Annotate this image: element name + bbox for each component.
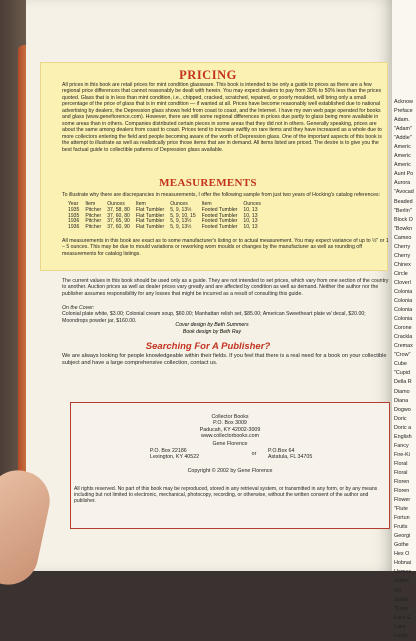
index-entry: English: [394, 433, 412, 440]
address-line: Lexington, KY 40522: [150, 454, 200, 461]
index-entry: "Cupid: [394, 370, 410, 377]
index-entry: Gothe: [394, 542, 409, 549]
table-row: [68, 225, 267, 231]
index-entry: "Flute: [394, 506, 408, 513]
table-cell: 10, 13: [243, 224, 258, 231]
index-entry: Americ: [394, 153, 411, 160]
index-entry: "Bowkn: [394, 225, 413, 232]
index-entry: "Avocad: [394, 189, 414, 196]
index-entry: Colonia: [394, 298, 413, 305]
index-entry: Cloverl: [394, 279, 411, 286]
index-entry: Fancy: [394, 442, 409, 449]
index-entry: "Berlin": [394, 207, 412, 214]
or-separator: or: [251, 451, 257, 457]
index-entry: Cracklа: [394, 334, 413, 341]
index-entry: Georgi: [394, 533, 411, 540]
pricing-paragraph: All prices in this book are retail prices for mint condition glassware. This book is intended to be only a guide to prices as there are a few regional price differences that cannot reasonably be dealt with herein. You may expect dealers to pay from 30% to 50% less than the prices quoted. Glass that is in less than mint condition, i.e., chipped, cracked, scratched, repaired, or poorly moulded, will bring only a small percentage of the price of glass that is in mint condition — if wanted at all. Prices have become reasonably well established due to national advertising by dealers, the Depression glass shows held from coast to coast, and the Internet. I have my own web page operated for books and glass (www.genefiorence.com). However, there are still some regional differences in prices due partly to glass being more available in some areas than in others. Companies distributed certain pieces in some areas that they did not in others. Generally speaking, prices are about the same among dealers from coast to coast. Prices tend to increase swiftly on rare items and they have increased as a whole due to more collectors entering the field and people becoming aware of the worth of Depression glass. One of the important aspects of this book is the attempt to illustrate as well as realistically price those items that are in demand. All items listed are priced. The desire is to give you the best factual guide to collectible patterns of Depression glass available.: [62, 82, 382, 153]
index-entry: Diana: [394, 397, 409, 404]
index-entry: Block O: [394, 216, 413, 223]
table-cell: Pitcher: [85, 206, 102, 213]
company-name: Collector Books: [211, 414, 249, 420]
index-entry: Hex O: [394, 551, 410, 558]
table-cell: Pitcher: [85, 218, 102, 225]
table-cell: 5, 9, 10, 15: [170, 212, 196, 219]
index-entry: Floral: [394, 460, 408, 467]
index-entry: Largo: [394, 632, 408, 639]
index-entry: "Katie: [394, 605, 409, 612]
measurements-intro: To illustrate why there are discrepancies in measurements, I offer the following sample from just two years of Hocking's catalog references:: [62, 192, 381, 198]
values-disclaimer: The current values in this book should be used only as a guide. They are not intended to set prices, which vary from one section of the country to another. Auction prices as well as dealer prices vary greatly and are affected by condition as well as demand. Neither the author nor the publisher assumes responsibility for any losses that might be incurred as a result of consulting this guide.: [62, 278, 389, 297]
index-entry: Americ: [394, 162, 411, 169]
index-entry: Colonia: [394, 288, 413, 295]
index-entry: Adam.: [394, 117, 410, 124]
table-cell: Flat Tumbler: [135, 218, 165, 225]
index-entry: "Adam": [394, 126, 412, 133]
index-entry: Corone: [394, 325, 412, 332]
company-website: www.collectorbooks.com: [201, 433, 259, 440]
index-entry: Homes: [394, 569, 412, 576]
table-cell: Footed Tumbler: [201, 212, 238, 219]
index-entry: Aunt Po: [394, 171, 414, 178]
table-cell: 5, 9, 13½: [170, 224, 192, 231]
table-cell: 37, 60, 80: [107, 212, 130, 219]
index-entry: Preface: [394, 108, 413, 115]
table-cell: 5, 9, 13½: [170, 206, 192, 213]
index-entry: Aurora: [394, 180, 411, 187]
index-entry: Colonia: [394, 307, 413, 314]
rights-notice: All rights reserved. No part of this book may be reproduced, stored in any retrieval system, or transmitted in any form, or by any means including but not limited to electronic, mechanical, photocopy, recording, or otherwise, without the written consent of the author and publisher.: [74, 486, 378, 505]
index-entry: Cremax: [394, 343, 413, 350]
index-entry: Colonia: [394, 316, 413, 323]
index-entry: Acknow: [394, 99, 413, 105]
address-line: Astatula, FL 34705: [268, 454, 313, 461]
cover-design-credit: Cover design by Beth Summers: [175, 322, 249, 328]
copyright: Copyright © 2002 by Gene Florence: [187, 468, 273, 474]
company-city: Paducah, KY 42002-3009: [199, 426, 261, 433]
index-entry: Della R: [394, 379, 412, 386]
index-entry: Dogwo: [394, 406, 411, 413]
table-cell: Footed Tumbler: [201, 206, 238, 213]
table-cell: 1936: [68, 224, 80, 231]
index-entry: Hobnai: [394, 560, 412, 567]
index-entry: Chinex: [394, 261, 411, 268]
index-entry: "Addie": [394, 135, 412, 142]
index-entry: Cube: [394, 361, 407, 368]
index-entry: Cherry: [394, 243, 411, 250]
column-header: Item: [135, 201, 146, 207]
measurements-table: [68, 202, 267, 231]
index-entry: Americ: [394, 144, 411, 151]
table-cell: 10, 13: [243, 206, 258, 213]
table-cell: 37, 58, 80: [107, 206, 130, 213]
measurements-heading: MEASUREMENTS: [159, 177, 257, 189]
book-design-credit: Book design by Beth Ray: [182, 328, 242, 335]
index-entry: Flower: [394, 497, 411, 504]
index-entry: Indian: [394, 578, 409, 585]
table-cell: Flat Tumbler: [135, 206, 165, 213]
table-cell: 1936: [68, 218, 80, 225]
publisher-heading: Searching For A Publisher?: [145, 341, 271, 352]
column-header: Ounces: [107, 201, 125, 207]
measurements-note: All measurements in this book are exact as to some manufacturer's listing or to actual measurement. You may expect variance of up to ½" or 1 – 5 ounces. This may be due to mould variations or reworking worn moulds or changes by the manufacturer as well as rounding off measurements for catalog listings.: [62, 238, 389, 257]
index-entry: Lace E: [394, 614, 411, 621]
index-entry: Fruits: [394, 524, 408, 531]
column-header: Ounces: [170, 201, 188, 207]
index-entry: "Crow": [394, 352, 411, 359]
index-entry: Lake: [394, 623, 406, 630]
table-cell: 10, 13: [243, 212, 258, 219]
column-header: Item: [85, 201, 96, 207]
table-cell: Footed Tumbler: [201, 218, 238, 225]
table-cell: 37, 65, 90: [107, 218, 130, 225]
cover-label: On the Cover:: [62, 305, 95, 311]
index-entry: Doric: [394, 415, 407, 422]
table-cell: 1935: [68, 212, 80, 219]
column-header: Year: [68, 201, 79, 207]
index-entry: Cameo: [394, 234, 412, 241]
publisher-text: We are always looking for people knowledgeable within their fields. If you feel that there is a real need for a book on your collectible subject and have a large comprehensive collection, contact us.: [62, 353, 387, 366]
index-entry: Floren: [394, 478, 410, 485]
index-entry: Cherry: [394, 252, 411, 259]
address-line: P.O. Box 22186: [150, 448, 187, 454]
facing-page-index: [392, 0, 416, 639]
index-entry: Circle: [394, 270, 408, 277]
table-cell: Flat Tumbler: [135, 224, 165, 231]
cover-description: Colonial plate white, $3.00; Colonial cream soup, $60.00; Manhattan relish set, $85.00; American Sweetheart plate w/ decal, $20.00; Moondrops powder jar, $160.00.: [62, 311, 366, 324]
index-entry: Floral: [394, 469, 408, 476]
column-header: Ounces: [243, 201, 261, 207]
table-cell: 1935: [68, 206, 80, 213]
index-entry: Floren: [394, 488, 410, 495]
index-entry: Beaded: [394, 198, 413, 205]
company-po-box: P.O. Box 3009: [213, 420, 247, 427]
index-entry: Iris: [394, 587, 402, 594]
author-address-2: [268, 448, 358, 461]
index-entry: Fortun: [394, 515, 410, 522]
table-cell: Pitcher: [85, 224, 102, 231]
table-cell: 37, 60, 90: [107, 224, 130, 231]
table-cell: 10, 13: [243, 218, 258, 225]
credits: [62, 322, 362, 335]
table-cell: Footed Tumbler: [201, 224, 238, 231]
pricing-heading: PRICING: [179, 68, 237, 82]
index-entry: Doric a: [394, 424, 412, 431]
table-cell: Flat Tumbler: [135, 212, 165, 219]
index-entry: Jubile: [394, 596, 409, 603]
index-entry: Diamo: [394, 388, 410, 395]
author-address-1: [150, 448, 240, 461]
author-name: Gene Florence: [212, 441, 248, 447]
table-cell: 5, 9, 13½: [170, 218, 192, 225]
publisher-address: [150, 414, 310, 440]
index-entry: Fire-Ki: [394, 451, 410, 458]
address-line: P.O.Box 64: [268, 448, 295, 454]
column-header: Item: [201, 201, 212, 207]
table-cell: Pitcher: [85, 212, 102, 219]
